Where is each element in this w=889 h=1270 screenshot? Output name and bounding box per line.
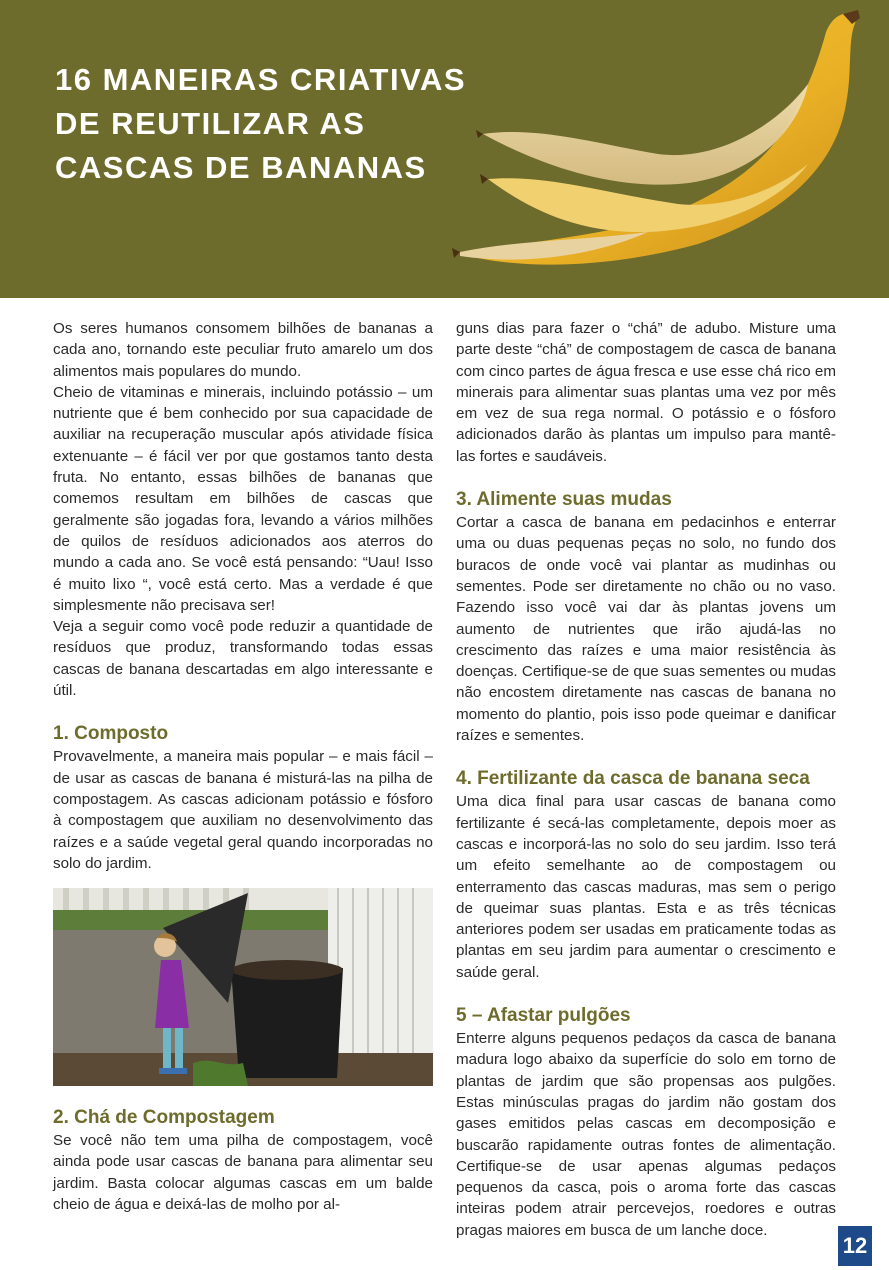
section-heading-pulgoes: 5 – Afastar pulgões (456, 1005, 631, 1027)
section-text-alimente-mudas: Cortar a casca de banana em pedacinhos e enterrar uma ou duas pequenas peças no solo, no fundo dos buracos de onde você vai plantar as mudinhas ou sementes. Pode ser diretamente no chão ou no vaso. Fazendo isso você vai dar às plantas jovens um aumento de nutrientes que irão ajudá-las no crescimento das raízes e uma maior resistência às doenças. Certifique-se de que suas sementes ou mudas não encostem diretamente nas cascas de banana no momento do plantio, pois isso pode queimar e danificar raízes e sementes. (456, 514, 836, 745)
banana-peel-icon (448, 4, 868, 294)
title-line: 16 MANEIRAS CRIATIVAS (55, 62, 467, 97)
section-text-fertilizante: Uma dica final para usar cascas de banana como fertilizante é secá-las completamente, depois moer as cascas e incorporá-las no solo do seu jardim. Isso terá um efeito semelhante ao de compostagem ou enterramento das cascas maduras, mas sem o perigo de queimar suas plantas. Esta e as três técnicas anteriores podem ser usadas em praticamente todas as plantas em seu jardim para aumentar o crescimento e saúde geral. (456, 793, 836, 981)
title-line: CASCAS DE BANANAS (55, 150, 427, 185)
intro-paragraph: Veja a seguir como você pode reduzir a quantidade de resíduos que produz, transformando todas essas cascas de banana descartadas em algo interessante e útil. (53, 618, 433, 700)
section-heading-fertilizante: 4. Fertilizante da casca de banana seca (456, 768, 810, 790)
page-number: 12 (838, 1226, 872, 1266)
section-heading-alimente-mudas: 3. Alimente suas mudas (456, 489, 672, 511)
section-text-cha-compostagem: Se você não tem uma pilha de compostagem, você ainda pode usar cascas de banana para alimentar seu jardim. Basta colocar algumas cascas em um balde cheio de água e deixá-las de molho por al- (53, 1132, 433, 1214)
header-banner (0, 0, 889, 298)
section-heading-cha-compostagem: 2. Chá de Compostagem (53, 1107, 275, 1129)
intro-paragraph: Cheio de vitaminas e minerais, incluindo potássio – um nutriente que é bem conhecido por sua capacidade de auxiliar na recuperação muscular após atividade física extenuante – é fácil ver por que gostamos tanto desta fruta. No entanto, essas bilhões de bananas que comemos resultam em bilhões de cascas que geralmente são jogadas fora, levando a vários milhões de quilos de resíduos adicionados aos aterros do mundo a cada ano. Se você está pensando: “Uau! Isso é muito lixo “, você está certo. Mas a verdade é que simplesmente não precisava ser! (53, 383, 433, 614)
right-column (456, 318, 836, 1241)
section-text-pulgoes: Enterre alguns pequenos pedaços da casca de banana madura logo abaixo da superfície do solo em torno de plantas de jardim que são propensas aos pulgões. Estas minúsculas pragas do jardim não gostam dos gases emitidos pelas cascas em decomposição e buscarão rapidamente outras fontes de alimentação. Certifique-se de usar apenas algumas pedaços pequenos da casca, pois o aroma forte das cascas inteiras podem atrair percevejos, roedores e outras pragas maiores em busca de um lanche doce. (456, 1030, 836, 1239)
compost-bin-child-photo (53, 888, 433, 1086)
section-heading-composto: 1. Composto (53, 723, 169, 745)
left-column (53, 318, 433, 1215)
intro-paragraph: Os seres humanos consomem bilhões de bananas a cada ano, tornando este peculiar fruto amarelo um dos alimentos mais populares do mundo. (53, 320, 433, 380)
section-text-cha-compostagem-cont: guns dias para fazer o “chá” de adubo. Misture uma parte deste “chá” de compostagem de casca de banana com cinco partes de água fresca e use esse chá rico em minerais para alimentar suas plantas uma vez por mês em vez de sua rega normal. O potássio e o fósforo adicionados darão às plantas um impulso para mantê-las fortes e saudáveis. (456, 320, 836, 465)
section-text-composto: Provavelmente, a maneira mais popular – e mais fácil – de usar as cascas de banana é misturá-las na pilha de compostagem. As cascas adicionam potássio e fósforo à compostagem que auxiliam no desenvolvimento das raízes e a saúde vegetal geral quando incorporadas no solo do jardim. (53, 748, 433, 872)
title-line: DE REUTILIZAR AS (55, 106, 366, 141)
